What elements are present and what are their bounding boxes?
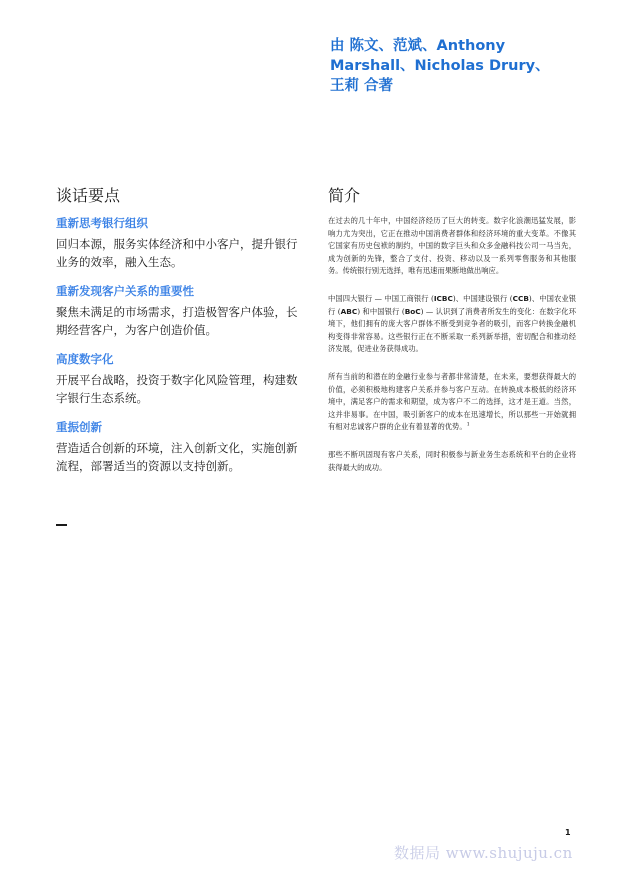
p3-text: 所有当前的和潜在的金融行业参与者都非常清楚，在未来，要想获得最大的价值，必须积极地构建客户关系并参与客户互动。在转换成本极低的经济环境中，满足客户的需求和期望，成为客户不二的选择，这才是王道。当然，这并非易事。在中国，吸引新客户的成本在迅速增长，所以那些一开始就拥有相对忠诚客户群的企业有着显著的优势。 (328, 371, 576, 432)
boc-abbrev: BoC (404, 306, 421, 316)
intro-paragraph-1: 在过去的几十年中，中国经济经历了巨大的转变。数字化浪潮迅猛发展，影响力尤为突出，它正在推动中国消费者群体和经济环境的重大变革。不像其它国家有历史包袱的制约，中国的数字巨头和众多金融科技公司一马当先，成为创新的先锋，整合了支付、投资、移动以及一系列零售服务和其他服务。传统银行别无选择，唯有迅速而果断地做出响应。 (328, 216, 576, 276)
key-point-text: 开展平台战略，投资于数字化风险管理，构建数字银行生态系统。 (56, 373, 298, 405)
key-point-item (56, 419, 306, 475)
key-point-heading: 高度数字化 (56, 352, 114, 366)
watermark: 数据局 www.shujuju.cn (394, 844, 573, 862)
key-points-section (56, 186, 306, 487)
section-dash-divider (56, 524, 67, 526)
p2-text-part: ) 和中国银行 ( (357, 306, 405, 316)
intro-title: 简介 (328, 186, 361, 205)
key-point-heading: 重新思考银行组织 (56, 216, 148, 230)
key-points-title: 谈话要点 (56, 186, 121, 205)
p2-text-part: ) — 认识到了消费者所发生的变化：在数字化环境下，他们拥有的庞大客户群体不断受到竞争者的吸引，而客户转换金融机构变得非常容易。这些银行正在不断采取一系列新举措，密切配合和推动经济发展，促进业务获得成功。 (328, 306, 576, 354)
key-point-text: 回归本源，服务实体经济和中小客户，提升银行业务的效率，融入生态。 (56, 237, 298, 269)
key-point-item (56, 283, 306, 339)
footnote-ref: 1 (466, 421, 470, 428)
authors-byline: 由 陈文、范斌、Anthony Marshall、Nicholas Drury、王莉 合著 (330, 38, 550, 94)
key-point-text: 营造适合创新的环境，注入创新文化，实施创新流程，部署适当的资源以支持创新。 (56, 441, 298, 473)
key-point-heading: 重新发现客户关系的重要性 (56, 284, 194, 298)
key-point-heading: 重振创新 (56, 420, 102, 434)
intro-paragraph-3 (328, 371, 576, 434)
key-point-item (56, 215, 306, 271)
icbc-abbrev: ICBC (433, 293, 453, 303)
p2-text-part: )、中国农业银行 ( (328, 293, 576, 316)
intro-section (328, 186, 576, 489)
intro-paragraph-4: 那些不断巩固现有客户关系，同时积极参与新业务生态系统和平台的企业将获得最大的成功。 (328, 449, 576, 472)
page-number: 1 (565, 828, 571, 837)
intro-paragraph-2 (328, 293, 576, 356)
key-point-item (56, 351, 306, 407)
abc-abbrev: ABC (340, 306, 358, 316)
p2-text-part: )、中国建设银行 ( (452, 293, 513, 303)
key-point-text: 聚焦未满足的市场需求，打造极智客户体验，长期经营客户，为客户创造价值。 (56, 305, 298, 337)
p2-text-part: 中国四大银行 — 中国工商银行 ( (328, 293, 434, 303)
ccb-abbrev: CCB (512, 293, 529, 303)
